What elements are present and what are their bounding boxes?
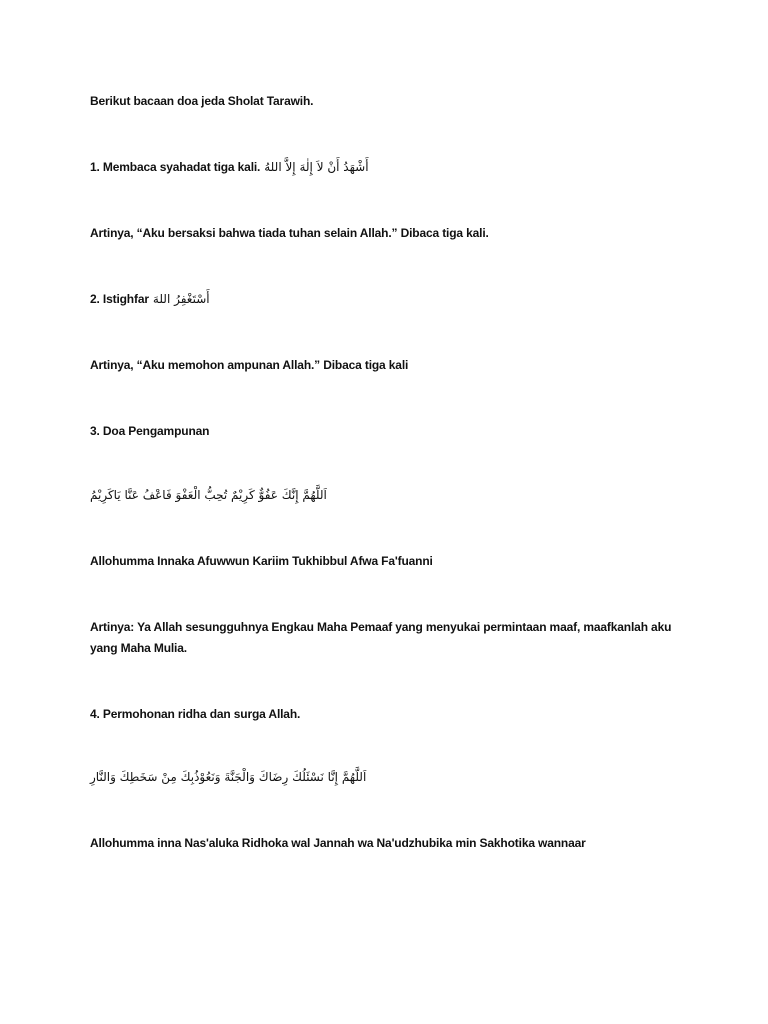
section-4-arabic-line (90, 767, 690, 788)
section-1-heading-line (90, 157, 690, 178)
section-3-meaning: Artinya: Ya Allah sesungguhnya Engkau Maha Pemaaf yang menyukai permintaan maaf, maafkanlah aku yang Maha Mulia. (90, 620, 672, 655)
section-2-meaning: Artinya, “Aku memohon ampunan Allah.” Dibaca tiga kali (90, 358, 409, 372)
section-2-arabic: أَسْتَغْفِرُ اللهَ (152, 292, 210, 306)
section-4-latin: Allohumma inna Nas'aluka Ridhoka wal Jannah wa Na'udzhubika min Sakhotika wannaar (90, 836, 586, 850)
section-1-arabic: أَشْهَدُ أَنْ لاَ إِلٰهَ إِلاَّ اللهُ (264, 160, 369, 174)
section-3-heading: 3. Doa Pengampunan (90, 424, 210, 438)
section-2-heading-line (90, 289, 690, 310)
intro-text: Berikut bacaan doa jeda Sholat Tarawih. (90, 94, 314, 108)
section-4-heading: 4. Permohonan ridha dan surga Allah. (90, 707, 301, 721)
section-1-heading: 1. Membaca syahadat tiga kali. (90, 160, 261, 174)
section-3-arabic-line (90, 485, 690, 506)
section-2-heading: 2. Istighfar (90, 292, 149, 306)
section-4-arabic: اَللَّهُمَّ إِنَّا نَسْئَلُكَ رِضَاكَ وَالْجَنَّةَ وَنَعُوْذُبِكَ مِنْ سَخَطِكَ وَالنَّارِ (90, 770, 367, 784)
section-3-arabic: اَللَّهُمَّ إِنَّكَ عَفُوٌّ كَرِيْمٌ تُحِبُّ الْعَفْوَ فَاعْفُ عَنَّا يَاكَرِيْمُ (90, 488, 327, 502)
section-1-meaning: Artinya, “Aku bersaksi bahwa tiada tuhan selain Allah.” Dibaca tiga kali. (90, 226, 489, 240)
section-3-latin: Allohumma Innaka Afuwwun Kariim Tukhibbul Afwa Fa'fuanni (90, 554, 433, 568)
